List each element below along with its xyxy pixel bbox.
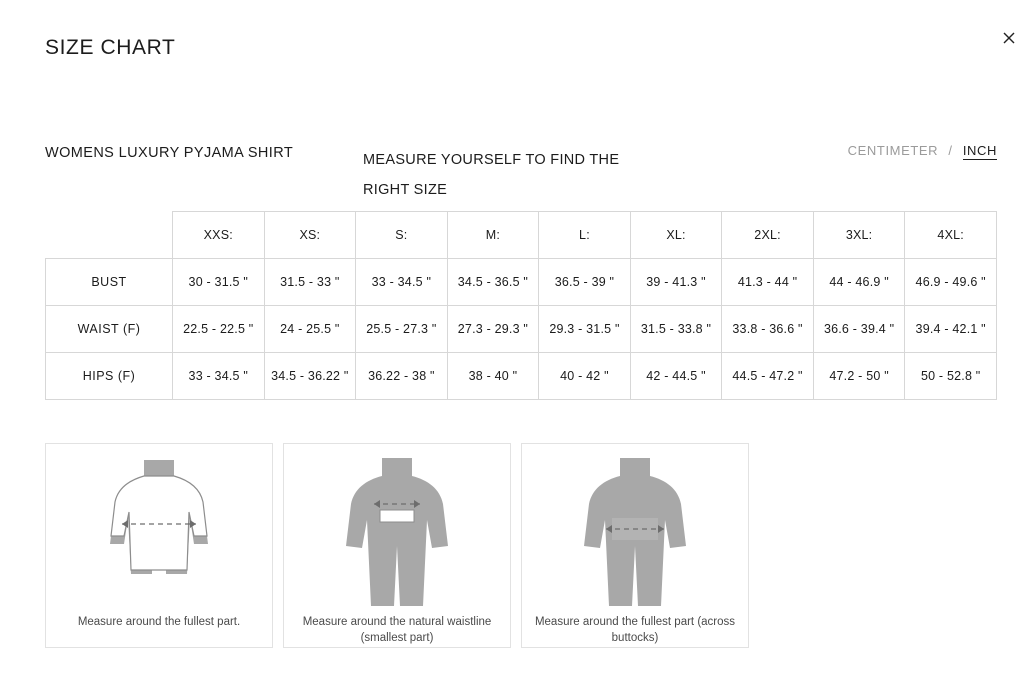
column-header: L:	[539, 212, 631, 259]
waist-measure-figure-icon	[284, 452, 510, 612]
table-cell: 36.5 - 39 "	[539, 259, 631, 306]
table-cell: 24 - 25.5 "	[264, 306, 356, 353]
hips-measure-figure-icon	[522, 452, 748, 612]
table-cell: 29.3 - 31.5 "	[539, 306, 631, 353]
row-label: BUST	[46, 259, 173, 306]
table-row	[46, 306, 997, 353]
table-cell: 46.9 - 49.6 "	[905, 259, 997, 306]
close-icon[interactable]	[998, 30, 1020, 52]
table-cell: 47.2 - 50 "	[813, 353, 905, 400]
column-header: 3XL:	[813, 212, 905, 259]
table-corner-cell	[46, 212, 173, 259]
product-name: WOMENS LUXURY PYJAMA SHIRT	[45, 145, 294, 161]
table-cell: 40 - 42 "	[539, 353, 631, 400]
table-cell: 42 - 44.5 "	[630, 353, 722, 400]
column-header: S:	[356, 212, 448, 259]
measure-instruction: MEASURE YOURSELF TO FIND THE RIGHT SIZE	[363, 152, 620, 198]
table-cell: 39.4 - 42.1 "	[905, 306, 997, 353]
table-cell: 31.5 - 33 "	[264, 259, 356, 306]
unit-centimeter[interactable]: CENTIMETER	[847, 143, 939, 158]
table-cell: 44.5 - 47.2 "	[722, 353, 814, 400]
measure-card-waist	[283, 443, 511, 648]
row-label: WAIST (F)	[46, 306, 173, 353]
table-cell: 33 - 34.5 "	[173, 353, 265, 400]
table-cell: 22.5 - 22.5 "	[173, 306, 265, 353]
table-cell: 36.6 - 39.4 "	[813, 306, 905, 353]
table-cell: 33.8 - 36.6 "	[722, 306, 814, 353]
row-label: HIPS (F)	[46, 353, 173, 400]
card-caption: Measure around the fullest part (across buttocks)	[534, 616, 736, 644]
table-cell: 38 - 40 "	[447, 353, 539, 400]
column-header: M:	[447, 212, 539, 259]
table-cell: 39 - 41.3 "	[630, 259, 722, 306]
card-caption: Measure around the fullest part.	[77, 616, 241, 628]
table-row	[46, 353, 997, 400]
table-row	[46, 259, 997, 306]
column-header: XXS:	[173, 212, 265, 259]
table-cell: 30 - 31.5 "	[173, 259, 265, 306]
table-cell: 27.3 - 29.3 "	[447, 306, 539, 353]
table-cell: 33 - 34.5 "	[356, 259, 448, 306]
unit-inch[interactable]: INCH	[962, 143, 997, 158]
unit-separator: /	[948, 143, 953, 158]
table-cell: 36.22 - 38 "	[356, 353, 448, 400]
table-cell: 41.3 - 44 "	[722, 259, 814, 306]
chart-header	[45, 140, 997, 200]
table-cell: 34.5 - 36.5 "	[447, 259, 539, 306]
table-cell: 31.5 - 33.8 "	[630, 306, 722, 353]
table-cell: 44 - 46.9 "	[813, 259, 905, 306]
size-chart-table	[45, 211, 997, 400]
measure-guide-cards	[45, 443, 997, 653]
measure-card-hips	[521, 443, 749, 648]
bust-measure-figure-icon	[46, 452, 272, 612]
table-cell: 50 - 52.8 "	[905, 353, 997, 400]
table-cell: 25.5 - 27.3 "	[356, 306, 448, 353]
measure-card-bust	[45, 443, 273, 648]
column-header: XS:	[264, 212, 356, 259]
unit-toggle	[848, 143, 997, 158]
column-header: XL:	[630, 212, 722, 259]
table-cell: 34.5 - 36.22 "	[264, 353, 356, 400]
card-caption: Measure around the natural waistline (smallest part)	[302, 616, 492, 644]
column-header: 2XL:	[722, 212, 814, 259]
column-header: 4XL:	[905, 212, 997, 259]
table-header-row	[46, 212, 997, 259]
page-title: SIZE CHART	[45, 36, 176, 59]
